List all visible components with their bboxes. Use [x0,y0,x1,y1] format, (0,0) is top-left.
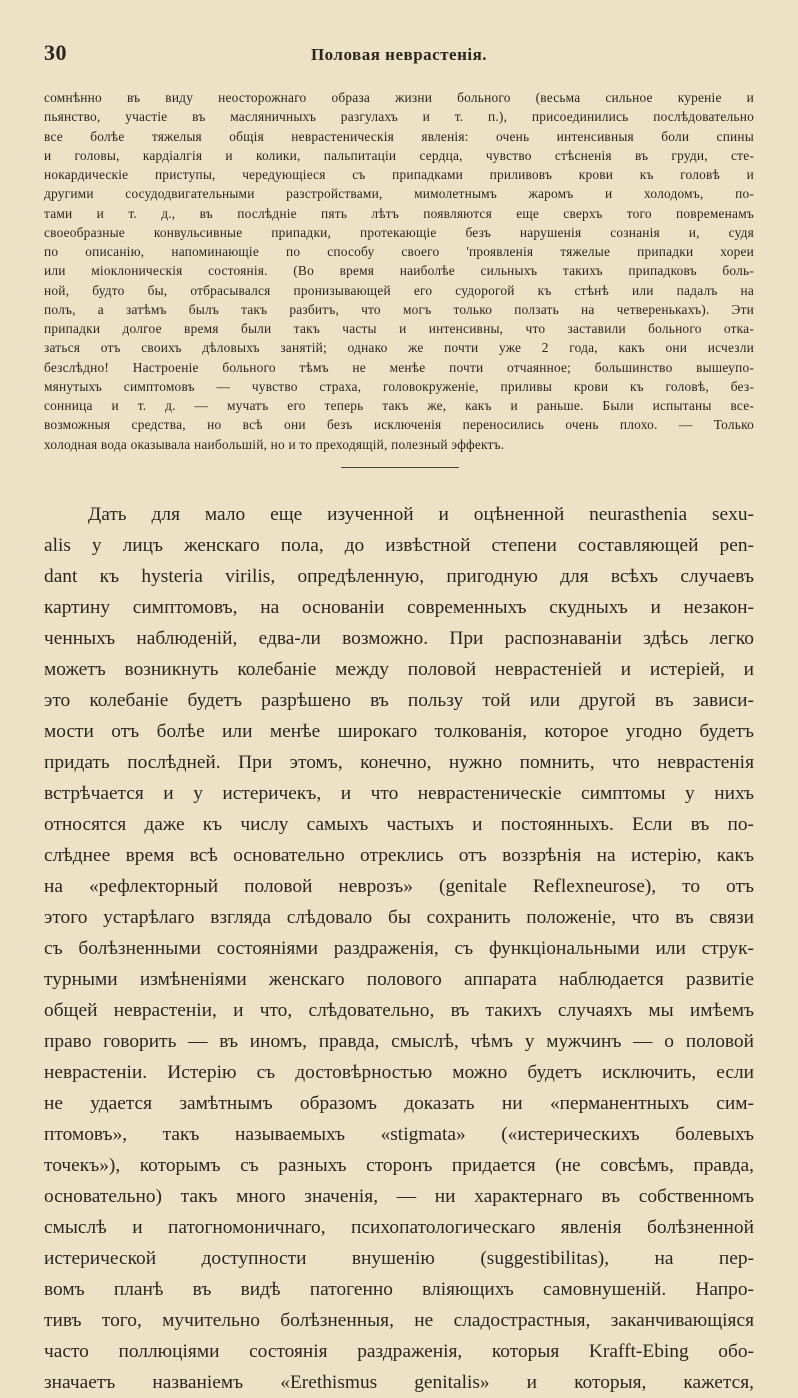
footnote-line: заться отъ своихъ дѣловыхъ занятій; однако же почти уже 2 года, какъ они исчезли [44,340,754,356]
body-text-line: на «рефлекторный половой неврозъ» (genitale Reflexneurose), то отъ [44,876,754,897]
body-text-line: Дать для мало еще изученной и оцѣненной neurasthenia sexu- [88,504,754,525]
body-text-line: птомовъ», такъ называемыхъ «stigmata» («истерическихъ болевыхъ [44,1124,754,1145]
body-text-line: не удается замѣтнымъ образомъ доказать ни «перманентныхъ сим- [44,1093,754,1114]
footnote-line: полъ, а затѣмъ былъ такъ разбитъ, что могъ только ползать на четверенькахъ). Эти [44,301,754,317]
footnote-line: безслѣдно! Настроеніе больного тѣмъ не менѣе почти отчаянное; большинство вышеупо- [44,359,754,375]
footnote-line: сомнѣнно въ виду неосторожнаго образа жизни больного (весьма сильное куреніе и [44,90,754,105]
body-text-line: тивъ того, мучительно болѣзненныя, не сладострастныя, заканчивающіяся [44,1310,754,1331]
body-text-line: часто поллюціями состоянія раздраженія, которыя Krafft-Ebing обо- [44,1341,754,1362]
page-number: 30 [44,40,67,65]
body-text-line: этого устарѣлаго взгляда слѣдовало бы сохранить положеніе, что въ связи [44,907,754,928]
main-text-block [44,499,754,1398]
body-text-line: встрѣчается и у истеричекъ, и что неврастеническіе симптомы у нихъ [44,783,754,804]
footnote-line: другими сосудодвигательными разстройствами, мимолетнымъ жаромъ и холодомъ, по- [44,186,754,202]
footnote-line: тами и т. д., въ послѣдніе пять лѣтъ появляются еще сверхъ того повременамъ [44,205,754,221]
footnote-line: своеобразные конвульсивные припадки, протекающіе безъ нарушенія сознанія и, судя [44,224,754,240]
body-text-line: относятся даже къ числу самыхъ частыхъ и постоянныхъ. Если въ по- [44,814,754,835]
body-text-line: значаетъ названіемъ «Erethismus genitalis» и которыя, кажется, [44,1372,754,1393]
footnote-line: припадки долгое время были такъ часты и интенсивны, что заставили больного отка- [44,321,754,336]
running-title: Половая неврастенія. [310,45,488,64]
footnote-line: пьянство, участіе въ масляничныхъ разгулахъ и т. п.), присоединились послѣдовательно [44,109,754,125]
footnote-line: холодная вода оказывала наибольшій, но и то преходящій, полезный эффектъ. [44,436,505,452]
footnote-line: нокардическіе приступы, чередующіеся съ припадками приливовъ крови къ головѣ и [44,167,754,182]
body-text-line: можетъ возникнуть колебаніе между половой неврастеніей и истеріей, и [44,659,754,680]
body-text-line: это колебаніе будетъ разрѣшено въ пользу той или другой въ зависи- [44,690,754,711]
body-text-line: турными измѣненіями женскаго полового аппарата наблюдается развитіе [44,969,754,990]
body-text-line: картину симптомовъ, на основаніи современныхъ скудныхъ и незакон- [44,597,754,618]
body-text-line: право говорить — въ иномъ, правда, смыслѣ, чѣмъ у мужчинъ — о половой [44,1031,754,1052]
page-header [44,40,754,70]
body-text-line: смыслѣ и патогномоничнаго, психопатологическаго явленія болѣзненной [44,1217,754,1238]
body-text-line: вомъ планѣ въ видѣ патогенно вліяющихъ самовнушеній. Напро- [44,1279,754,1300]
footnote-line: все болѣе тяжелыя общія неврастеническія явленія: очень интенсивныя боли спины [44,128,754,144]
footnote-line: и головы, кардіалгія и колики, пальпитаціи сердца, чувство стѣсненія въ груди, сте- [44,147,754,163]
footnote-line: или міоклоническія состоянія. (Во время наиболѣе сильныхъ такихъ припадковъ боль- [44,263,754,279]
body-text-line: dant къ hysteria virilis, опредѣленную, пригодную для всѣхъ случаевъ [44,566,754,587]
footnote-block [44,88,754,454]
body-text-line: истерической доступности внушенію (suggestibilitas), на пер- [44,1248,754,1269]
body-text-line: слѣднее время всѣ основательно отреклись отъ воззрѣнія на истерію, какъ [44,845,754,866]
body-text-line: придать послѣдней. При этомъ, конечно, нужно помнить, что неврастенія [44,752,754,773]
footnote-line: сонница и т. д. — мучатъ его теперь такъ же, какъ и раньше. Были испытаны все- [44,398,754,413]
body-text-line: основательно) такъ много значенія, — ни характернаго въ собственномъ [44,1186,754,1207]
section-divider [341,467,459,468]
body-text-line: мости отъ болѣе или менѣе широкаго толкованія, которое угодно будетъ [44,721,754,742]
footnote-line: мянутыхъ симптомовъ — чувство страха, головокруженіе, приливы крови къ головѣ, без- [44,378,754,394]
body-text-line: съ болѣзненными состояніями раздраженія, съ функціональными или струк- [44,938,754,959]
body-text-line: ченныхъ наблюденій, едва-ли возможно. При распознаваніи здѣсь легко [44,628,754,649]
footnote-line: возможныя средства, но всѣ они безъ исключенія переносились очень плохо. — Только [44,417,754,433]
footnote-line: по описанію, напоминающіе по способу своего 'проявленія тяжелые припадки хореи [44,244,754,259]
body-text-line: alis у лицъ женскаго пола, до извѣстной степени составляющей pen- [44,535,754,556]
footnote-line: ной, будто бы, отбрасывался пронизывающей его судорогой къ стѣнѣ или падалъ на [44,282,754,298]
body-text-line: общей неврастеніи, и что, слѣдовательно, въ такихъ случаяхъ мы имѣемъ [44,1000,754,1021]
body-text-line: точекъ»), которымъ съ разныхъ сторонъ придается (не совсѣмъ, правда, [44,1155,754,1176]
body-text-line: неврастеніи. Истерію съ достовѣрностью можно будетъ исключить, если [44,1062,754,1083]
